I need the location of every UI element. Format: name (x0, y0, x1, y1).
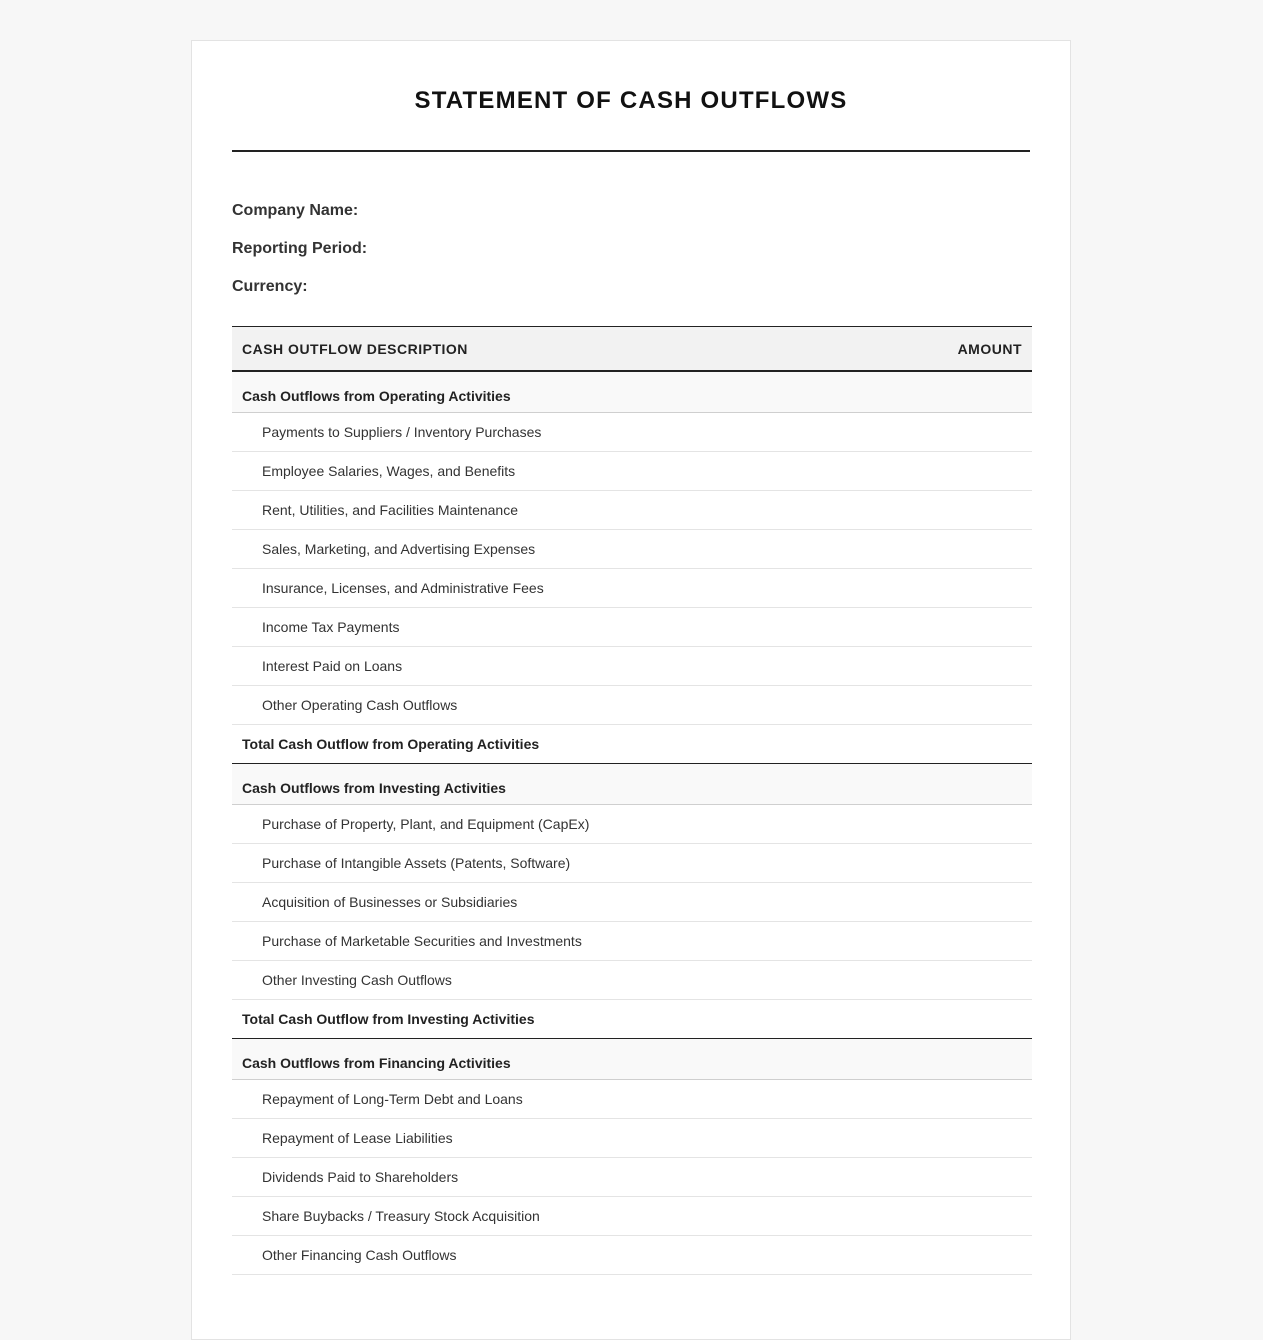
line-item-amount (912, 1079, 1032, 1118)
line-item-amount (912, 804, 1032, 843)
section-heading-row (232, 763, 1032, 804)
line-item-amount (912, 451, 1032, 490)
section-total-amount (912, 724, 1032, 763)
line-item-description: Rent, Utilities, and Facilities Maintenance (232, 490, 912, 529)
document-meta (232, 152, 1030, 315)
reporting-period-label: Reporting Period: (232, 240, 368, 257)
table-row (232, 412, 1032, 451)
line-item-description: Employee Salaries, Wages, and Benefits (232, 451, 912, 490)
table-row (232, 1196, 1032, 1235)
section-total-row (232, 724, 1032, 763)
line-item-amount (912, 646, 1032, 685)
line-item-description: Acquisition of Businesses or Subsidiaries (232, 882, 912, 921)
section-heading: Cash Outflows from Investing Activities (232, 763, 1032, 804)
cash-outflow-table (232, 326, 1032, 1275)
table-row (232, 1079, 1032, 1118)
table-body (232, 371, 1032, 1274)
section-heading: Cash Outflows from Financing Activities (232, 1038, 1032, 1079)
column-header-amount: AMOUNT (912, 327, 1032, 372)
line-item-description: Purchase of Marketable Securities and Investments (232, 921, 912, 960)
section-heading: Cash Outflows from Operating Activities (232, 371, 1032, 412)
line-item-amount (912, 1157, 1032, 1196)
line-item-amount (912, 529, 1032, 568)
table-row (232, 607, 1032, 646)
line-item-description: Dividends Paid to Shareholders (232, 1157, 912, 1196)
table-header-row (232, 327, 1032, 372)
line-item-description: Repayment of Long-Term Debt and Loans (232, 1079, 912, 1118)
table-row (232, 1235, 1032, 1274)
table-row (232, 529, 1032, 568)
document-page (191, 40, 1071, 1340)
line-item-amount (912, 921, 1032, 960)
line-item-description: Other Financing Cash Outflows (232, 1235, 912, 1274)
line-item-amount (912, 412, 1032, 451)
table-row (232, 960, 1032, 999)
line-item-description: Share Buybacks / Treasury Stock Acquisition (232, 1196, 912, 1235)
line-item-amount (912, 490, 1032, 529)
line-item-description: Payments to Suppliers / Inventory Purchases (232, 412, 912, 451)
line-item-amount (912, 1235, 1032, 1274)
table-row (232, 451, 1032, 490)
table-row (232, 843, 1032, 882)
line-item-amount (912, 843, 1032, 882)
section-total-amount (912, 999, 1032, 1038)
table-row (232, 882, 1032, 921)
line-item-description: Purchase of Intangible Assets (Patents, Software) (232, 843, 912, 882)
section-heading-row (232, 1038, 1032, 1079)
table-row (232, 490, 1032, 529)
line-item-description: Interest Paid on Loans (232, 646, 912, 685)
line-item-amount (912, 685, 1032, 724)
table-row (232, 685, 1032, 724)
table-row (232, 921, 1032, 960)
table-row (232, 646, 1032, 685)
document-title: STATEMENT OF CASH OUTFLOWS (414, 87, 848, 114)
table-row (232, 568, 1032, 607)
currency-label: Currency: (232, 278, 308, 295)
line-item-description: Purchase of Property, Plant, and Equipment (CapEx) (232, 804, 912, 843)
line-item-description: Income Tax Payments (232, 607, 912, 646)
table-row (232, 1118, 1032, 1157)
line-item-amount (912, 568, 1032, 607)
company-name-label: Company Name: (232, 202, 359, 219)
line-item-amount (912, 960, 1032, 999)
section-total-row (232, 999, 1032, 1038)
table-row (232, 1157, 1032, 1196)
line-item-amount (912, 607, 1032, 646)
line-item-description: Other Investing Cash Outflows (232, 960, 912, 999)
column-header-description: CASH OUTFLOW DESCRIPTION (232, 327, 912, 372)
section-total-label: Total Cash Outflow from Operating Activities (232, 724, 912, 763)
line-item-amount (912, 1118, 1032, 1157)
line-item-description: Repayment of Lease Liabilities (232, 1118, 912, 1157)
line-item-amount (912, 1196, 1032, 1235)
table-row (232, 804, 1032, 843)
line-item-amount (912, 882, 1032, 921)
line-item-description: Insurance, Licenses, and Administrative Fees (232, 568, 912, 607)
section-total-label: Total Cash Outflow from Investing Activities (232, 999, 912, 1038)
line-item-description: Other Operating Cash Outflows (232, 685, 912, 724)
section-heading-row (232, 371, 1032, 412)
line-item-description: Sales, Marketing, and Advertising Expenses (232, 529, 912, 568)
